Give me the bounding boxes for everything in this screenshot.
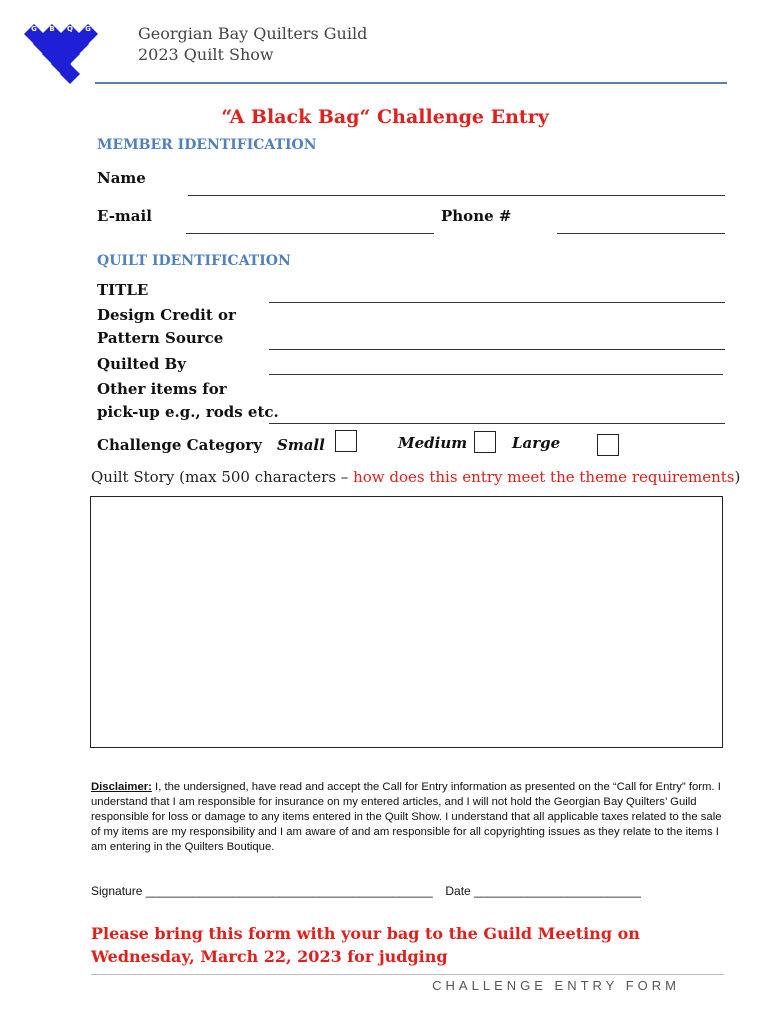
- category-label: Challenge Category: [97, 436, 262, 454]
- checkbox-medium[interactable]: [474, 431, 496, 453]
- quilted-by-field[interactable]: [269, 374, 723, 375]
- form-title: “A Black Bag“ Challenge Entry: [221, 106, 549, 128]
- disclaimer-text: I, the undersigned, have read and accept the Call for Entry information as presented on the “Call for Entry” form. I understand that I am responsible for insurance on my entered articles, and I will not hold the Georgian Bay Quilters’ Guild responsible for loss or damage to any items entered in the Quilt Show. I understand that all applicable taxes related to the sale of my items are my responsibility and I am aware of and am responsible for all copyrighting issues as they relate to the items I am entering in the Quilters Boutique.: [91, 781, 722, 853]
- org-name: Georgian Bay Quilters Guild: [138, 24, 368, 43]
- logo-letter: Q: [67, 25, 73, 33]
- name-label: Name: [97, 169, 146, 187]
- header-divider: [95, 82, 727, 84]
- design-label-line2: Pattern Source: [97, 329, 224, 347]
- category-option-small: Small: [277, 436, 325, 454]
- logo-letter: G: [31, 25, 37, 33]
- footer-divider: [91, 974, 724, 975]
- other-items-label-line2: pick-up e.g., rods etc.: [97, 403, 279, 421]
- show-name: 2023 Quilt Show: [138, 45, 274, 64]
- disclaimer: [91, 780, 723, 855]
- other-items-field[interactable]: [269, 423, 725, 424]
- story-label: Quilt Story (max 500 characters – how does this entry meet the theme requirements): [91, 468, 741, 486]
- phone-label: Phone #: [441, 207, 512, 225]
- guild-logo: [22, 16, 122, 88]
- email-label: E-mail: [97, 207, 152, 225]
- story-textarea[interactable]: [90, 496, 723, 748]
- story-hint: how does this entry meet the theme requirements: [353, 468, 735, 486]
- disclaimer-heading: Disclaimer:: [91, 781, 152, 793]
- member-section-heading: MEMBER IDENTIFICATION: [97, 137, 317, 153]
- title-label: TITLE: [97, 281, 149, 299]
- other-items-label-line1: Other items for: [97, 380, 227, 398]
- phone-field[interactable]: [557, 233, 725, 234]
- footer-label: CHALLENGE ENTRY FORM: [432, 978, 680, 993]
- design-field[interactable]: [269, 349, 725, 350]
- category-option-large: Large: [512, 434, 561, 452]
- title-field[interactable]: [269, 302, 725, 303]
- signature-field[interactable]: Signature ___________________________________________: [91, 884, 433, 898]
- logo-letter: G: [85, 25, 91, 33]
- checkbox-large[interactable]: [597, 434, 619, 456]
- bring-notice: Please bring this form with your bag to the Guild Meeting on Wednesday, March 22, 2023 for judging: [91, 924, 640, 966]
- category-option-medium: Medium: [398, 434, 468, 452]
- quilted-by-label: Quilted By: [97, 355, 186, 373]
- date-field[interactable]: Date _________________________: [445, 884, 641, 898]
- quilt-section-heading: QUILT IDENTIFICATION: [97, 253, 291, 269]
- email-field[interactable]: [186, 233, 434, 234]
- signature-row: [91, 884, 641, 898]
- name-field[interactable]: [188, 195, 725, 196]
- checkbox-small[interactable]: [335, 430, 357, 452]
- design-label-line1: Design Credit or: [97, 306, 236, 324]
- logo-letter: B: [49, 25, 55, 33]
